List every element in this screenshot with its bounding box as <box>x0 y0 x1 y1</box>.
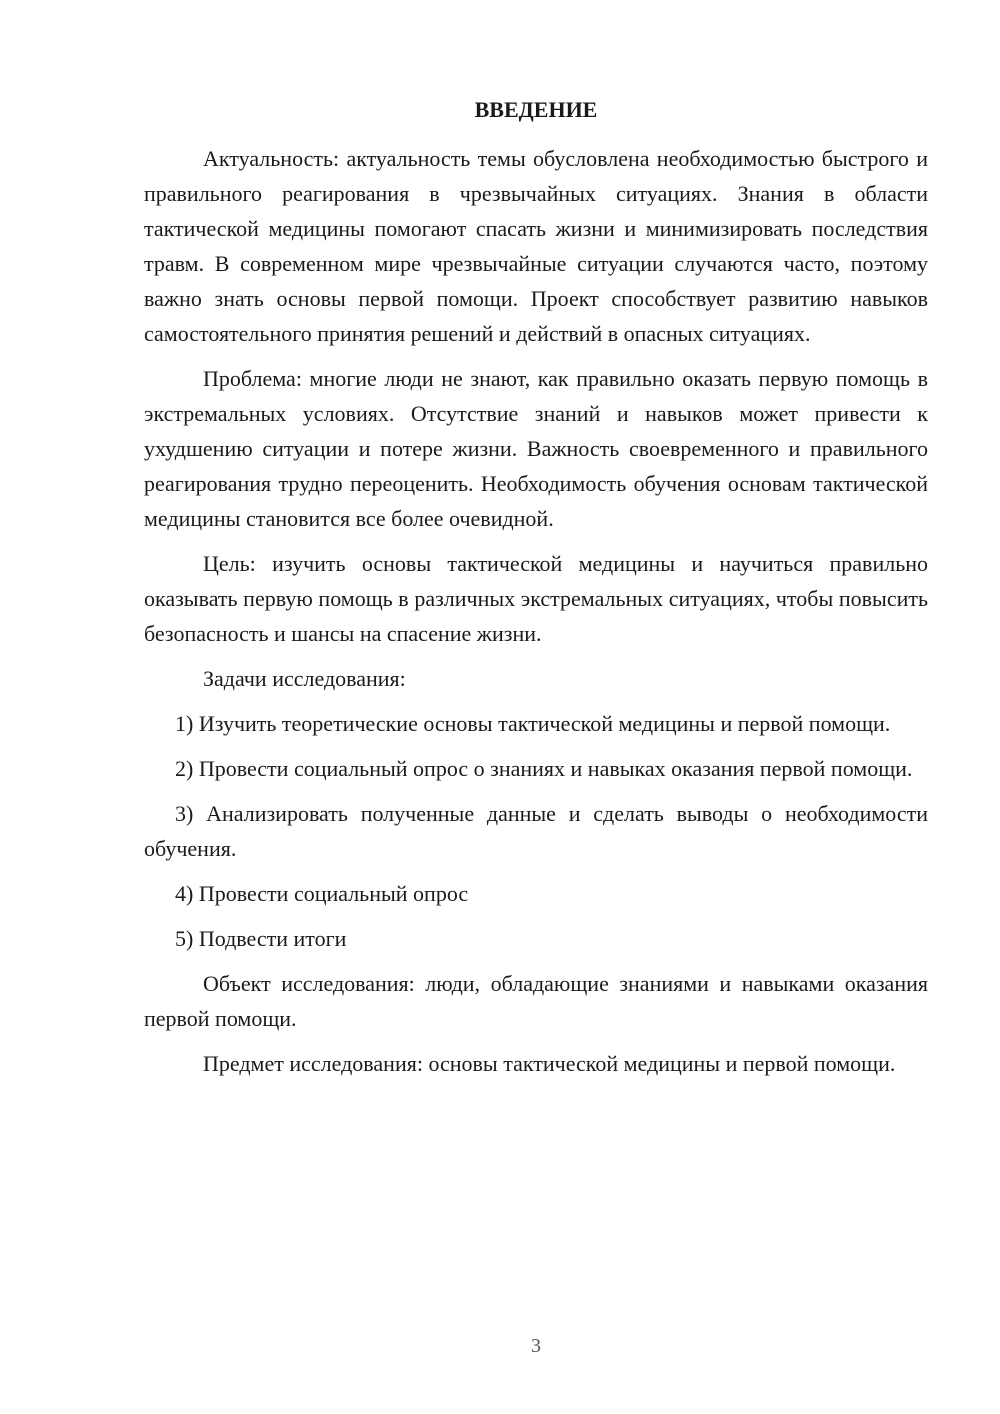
task-item-5: 5) Подвести итоги <box>175 926 347 951</box>
task-item-2: 2) Провести социальный опрос о знаниях и навыках оказания первой помощи. <box>175 756 913 781</box>
goal-paragraph: Цель: изучить основы тактической медицины и научиться правильно оказывать первую помощь в различных экстремальных ситуациях, чтобы повысить безопасность и шансы на спасение жизни. <box>144 551 928 646</box>
object-paragraph: Объект исследования: люди, обладающие знаниями и навыками оказания первой помощи. <box>144 971 928 1031</box>
section-title: ВВЕДЕНИЕ <box>474 97 598 122</box>
problem-paragraph: Проблема: многие люди не знают, как правильно оказать первую помощь в экстремальных условиях. Отсутствие знаний и навыков может привести к ухудшению ситуации и потере жизни. Важность своевременного и правильного реагирования трудно переоценить. Необходимость обучения основам тактической медицины становится все более очевидной. <box>144 366 928 531</box>
tasks-heading: Задачи исследования: <box>203 666 406 691</box>
relevance-paragraph: Актуальность: актуальность темы обусловлена необходимостью быстрого и правильного реагирования в чрезвычайных ситуациях. Знания в области тактической медицины помогают спасать жизни и минимизировать последствия травм. В современном мире чрезвычайные ситуации случаются часто, поэтому важно знать основы первой помощи. Проект способствует развитию навыков самостоятельного принятия решений и действий в опасных ситуациях. <box>144 146 928 346</box>
task-item-3: 3) Анализировать полученные данные и сделать выводы о необходимости обучения. <box>144 801 928 861</box>
page-number: 3 <box>531 1335 541 1357</box>
task-item-1: 1) Изучить теоретические основы тактической медицины и первой помощи. <box>175 711 891 736</box>
subject-paragraph: Предмет исследования: основы тактической медицины и первой помощи. <box>203 1051 896 1076</box>
task-item-4: 4) Провести социальный опрос <box>175 881 469 906</box>
document-page <box>144 92 928 1091</box>
